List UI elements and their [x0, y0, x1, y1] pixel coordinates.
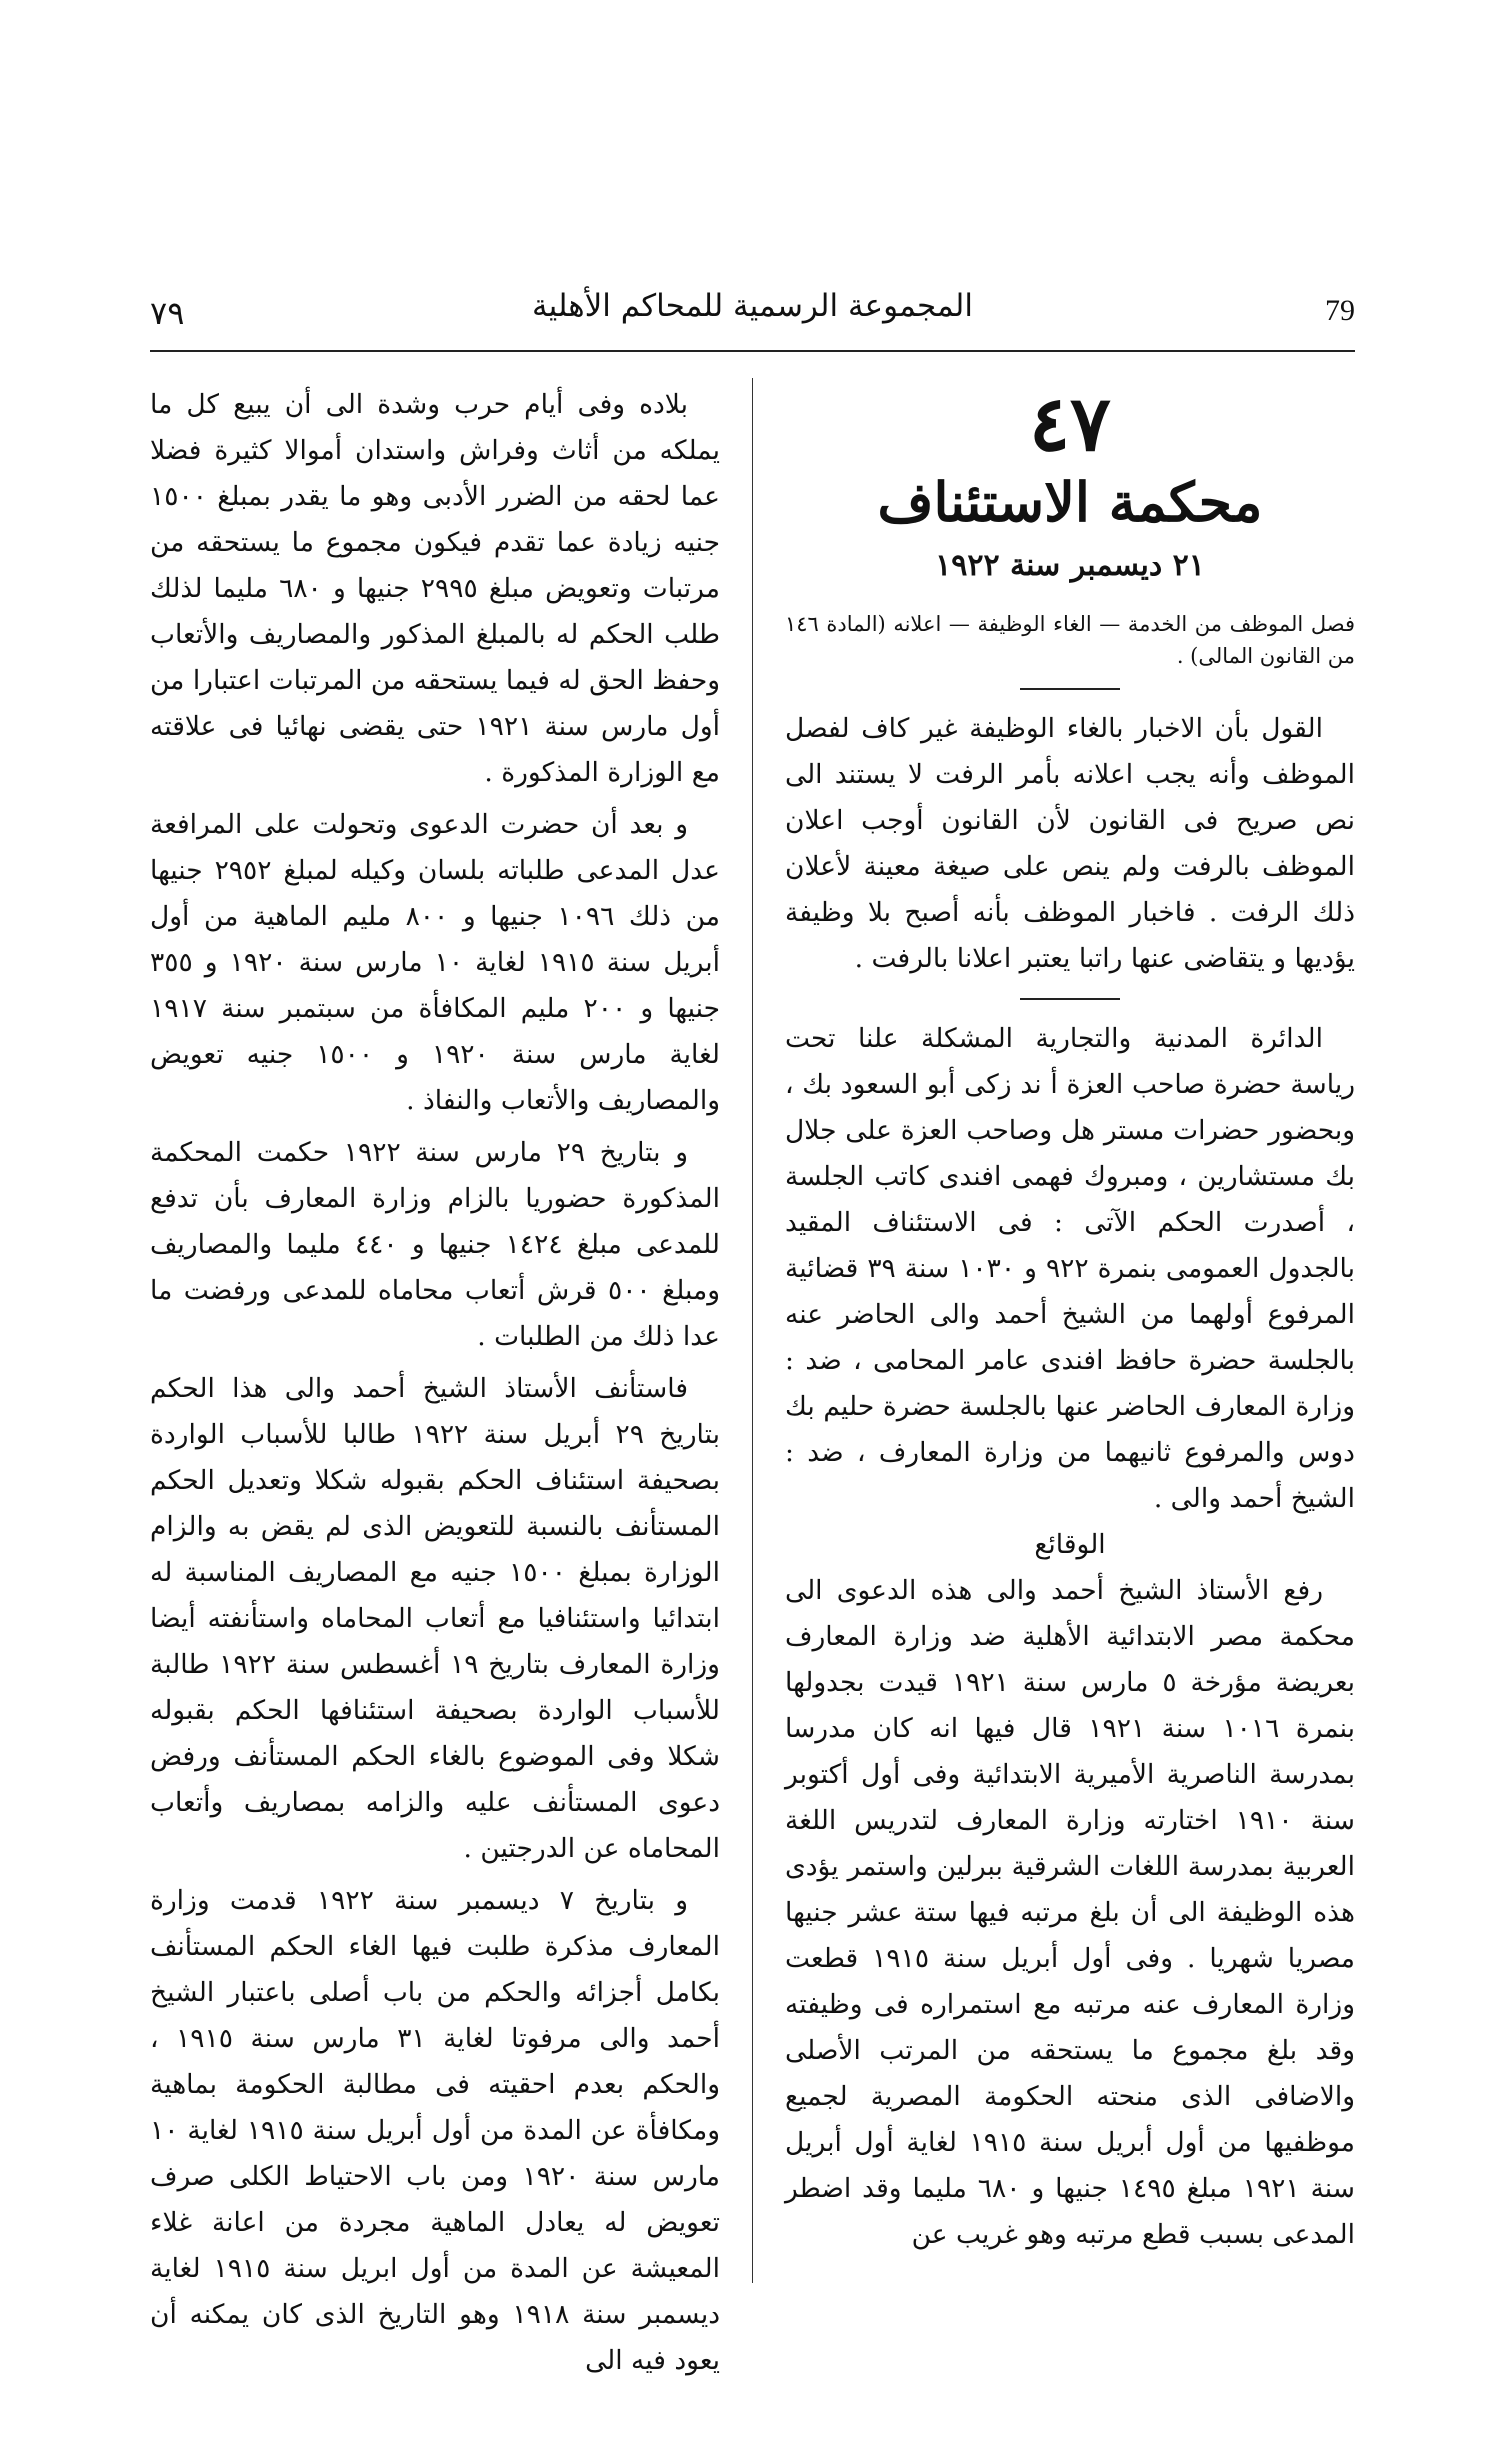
case-number: ٤٧: [1029, 379, 1111, 468]
body-paragraph: بلاده وفى أيام حرب وشدة الى أن يبيع كل ما يملكه من أثاث وفراش واستدان أموالا كثيرة فضلا عما لحقه من الضرر الأدبى وهو ما يقدر بمبلغ ١٥٠٠ جنيه زيادة عما تقدم فيكون مجموع ما يستحقه من مرتبات وتعويض مبلغ ٢٩٩٥ جنيها و ٦٨٠ مليما لذلك طلب الحكم له بالمبلغ المذكور والمصاريف والأتعاب وحفظ الحق له فيما يستحقه من المرتبات اعتبارا من أول مارس سنة ١٩٢١ حتى يقضى نهائيا فى علاقته مع الوزارة المذكورة .: [150, 389, 720, 788]
legal-principle: القول بأن الاخبار بالغاء الوظيفة غير كاف لفصل الموظف وأنه يجب اعلانه بأمر الرفت لا يستند الى نص صريح فى القانون لأن القانون أوجب اعلان الموظف بالرفت ولم ينص على صيغة معينة لأعلان ذلك الرفت . فاخبار الموظف بأنه أصبح بلا وظيفة يؤديها و يتقاضى عنها راتبا يعتبر اعلانا بالرفت .: [785, 713, 1355, 974]
page-header: [150, 288, 1355, 348]
page-number-latin: 79: [1325, 294, 1355, 327]
case-date: ٢١ ديسمبر سنة ١٩٢٢: [935, 548, 1205, 583]
separator-rule: [1020, 998, 1120, 1000]
header-rule: [150, 350, 1355, 352]
facts-paragraph: رفع الأستاذ الشيخ أحمد والى هذه الدعوى الى محكمة مصر الابتدائية الأهلية ضد وزارة المعارف بعريضة مؤرخة ٥ مارس سنة ١٩٢١ قيدت بجدولها بنمرة ١٠١٦ سنة ١٩٢١ قال فيها انه كان مدرسا بمدرسة الناصرية الأميرية الابتدائية وفى أول أكتوبر سنة ١٩١٠ اختارته وزارة المعارف لتدريس اللغة العربية بمدرسة اللغات الشرقية ببرلين واستمر يؤدى هذه الوظيفة الى أن بلغ مرتبه فيها ستة عشر جنيها مصريا شهريا . وفى أول أبريل سنة ١٩١٥ قطعت وزارة المعارف عنه مرتبه مع استمراره فى وظيفته وقد بلغ مجموع ما يستحقه من المرتب الأصلى والاضافى الذى منحته الحكومة المصرية لجميع موظفيها من أول أبريل سنة ١٩١٥ لغاية أول أبريل سنة ١٩٢١ مبلغ ١٤٩٥ جنيها و ٦٨٠ مليما وقد اضطر المدعى بسبب قطع مرتبه وهو غريب عن: [785, 1575, 1356, 2250]
right-column: [785, 379, 1356, 2258]
court-name: محكمة الاستئناف: [877, 470, 1263, 534]
left-column: [150, 382, 720, 2390]
body-paragraph: و بعد أن حضرت الدعوى وتحولت على المرافعة عدل المدعى طلباته بلسان وكيله لمبلغ ٢٩٥٢ جنيها من ذلك ١٠٩٦ جنيها و ٨٠٠ مليم الماهية من أول أبريل سنة ١٩١٥ لغاية ١٠ مارس سنة ١٩٢٠ و ٣٥٥ جنيها و ٢٠٠ مليم المكافأة من سبتمبر سنة ١٩١٧ لغاية مارس سنة ١٩٢٠ و ١٥٠٠ جنيه تعويض والمصاريف والأتعاب والنفاذ .: [150, 809, 720, 1116]
court-composition: الدائرة المدنية والتجارية المشكلة علنا تحت رياسة حضرة صاحب العزة أ ند زكى أبو السعود بك ، وبحضور حضرات مستر هل وصاحب العزة على جلال بك مستشارين ، ومبروك فهمى افندى كاتب الجلسة ، أصدرت الحكم الآتى : فى الاستئناف المقيد بالجدول العمومى بنمرة ٩٢٢ و ١٠٣٠ سنة ٣٩ قضائية المرفوع أولهما من الشيخ أحمد والى الحاضر عنه بالجلسة حضرة حافظ افندى عامر المحامى ، ضد : وزارة المعارف الحاضر عنها بالجلسة حضرة حليم بك دوس والمرفوع ثانيهما من وزارة المعارف ، ضد : الشيخ أحمد والى .: [785, 1023, 1355, 1514]
case-subject: فصل الموظف من الخدمة — الغاء الوظيفة — اعلانه (المادة ١٤٦ من القانون المالى) .: [785, 612, 1355, 668]
body-paragraph: و بتاريخ ٢٩ مارس سنة ١٩٢٢ حكمت المحكمة المذكورة حضوريا بالزام وزارة المعارف بأن تدفع للمدعى مبلغ ١٤٢٤ جنيها و ٤٤٠ مليما والمصاريف ومبلغ ٥٠٠ قرش أتعاب محاماه للمدعى ورفضت ما عدا ذلك من الطلبات .: [150, 1137, 720, 1352]
body-paragraph: و بتاريخ ٧ ديسمبر سنة ١٩٢٢ قدمت وزارة المعارف مذكرة طلبت فيها الغاء الحكم المستأنف بكامل أجزائه والحكم من باب أصلى باعتبار الشيخ أحمد والى مرفوتا لغاية ٣١ مارس سنة ١٩١٥ ، والحكم بعدم احقيته فى مطالبة الحكومة بماهية ومكافأة عن المدة من أول أبريل سنة ١٩١٥ لغاية ١٠ مارس سنة ١٩٢٠ ومن باب الاحتياط الكلى صرف تعويض له يعادل الماهية مجردة من اعانة غلاء المعيشة عن المدة من أول ابريل سنة ١٩١٥ لغاية ديسمبر سنة ١٩١٨ وهو التاريخ الذى كان يمكنه أن يعود فيه الى: [150, 1885, 721, 2376]
page-number-arabic: ٧٩: [150, 294, 185, 332]
body-paragraph: فاستأنف الأستاذ الشيخ أحمد والى هذا الحكم بتاريخ ٢٩ أبريل سنة ١٩٢٢ طالبا للأسباب الواردة بصحيفة استئناف الحكم بقبوله شكلا وتعديل الحكم المستأنف بالنسبة للتعويض الذى لم يقض به والزام الوزارة بمبلغ ١٥٠٠ جنيه مع المصاريف المناسبة له ابتدائيا واستئنافيا مع أتعاب المحاماه واستأنفته أيضا وزارة المعارف بتاريخ ١٩ أغسطس سنة ١٩٢٢ طالبة للأسباب الواردة بصحيفة استئنافها الحكم بقبوله شكلا وفى الموضوع بالغاء الحكم المستأنف ورفض دعوى المستأنف عليه والزامه بمصاريف وأتعاب المحاماه عن الدرجتين .: [150, 1373, 720, 1864]
separator-rule: [1020, 688, 1120, 690]
facts-heading: الوقائع: [1034, 1529, 1106, 1560]
running-title: المجموعة الرسمية للمحاكم الأهلية: [532, 288, 973, 324]
column-divider: [752, 378, 753, 2283]
